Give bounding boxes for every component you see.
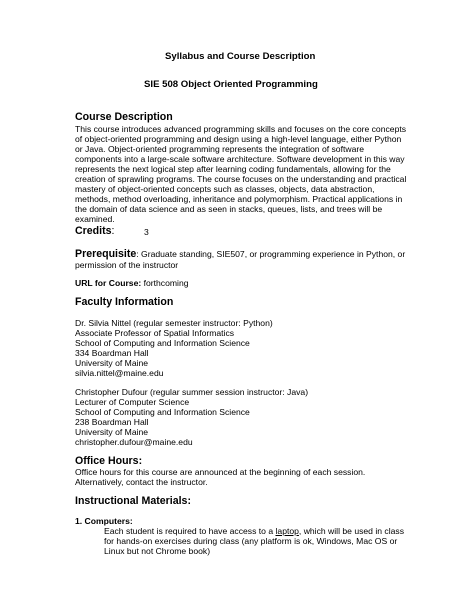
course-description-line: represents the next logical step after learning coding fundamentals, allowing for the bbox=[75, 164, 391, 174]
prerequisite-label: Prerequisite bbox=[75, 248, 137, 260]
course-description-line: creation of sprawling programs. The course focuses on the understanding and practical bbox=[75, 174, 407, 184]
course-description-line: mastery of object-oriented concepts such as classes, objects, data abstraction, bbox=[75, 184, 375, 194]
course-description-heading: Course Description bbox=[75, 111, 173, 123]
credits-value: 3 bbox=[144, 227, 149, 237]
course-description-line: of object-oriented programming and design using a high-level language, either Python bbox=[75, 134, 402, 144]
computers-item-line2: for hands-on exercises during class (any platform is ok, Windows, Mac OS or bbox=[104, 536, 398, 546]
instructor1-line: University of Maine bbox=[75, 358, 149, 368]
instructor1-line: Associate Professor of Spatial Informatics bbox=[75, 328, 235, 338]
faculty-heading: Faculty Information bbox=[75, 296, 174, 308]
course-description-line: or Java. Object-oriented programming represents the integration of software bbox=[75, 144, 364, 154]
course-description-line: examined. bbox=[75, 214, 115, 224]
course-description-line: the domain of data science and as seen in stacks, queues, lists, and trees will be bbox=[75, 204, 383, 214]
credits-colon: : bbox=[111, 225, 115, 237]
instructor1-line: Dr. Silvia Nittel (regular semester instructor: Python) bbox=[75, 318, 273, 328]
office-hours-line: Office hours for this course are announced at the beginning of each session. bbox=[75, 467, 366, 477]
course-url-label: URL for Course: bbox=[75, 278, 142, 288]
computers-text-pre: Each student is required to have access to a bbox=[104, 526, 276, 536]
computers-text-post: , which will be used in class bbox=[298, 526, 405, 536]
instructor2-line: University of Maine bbox=[75, 427, 149, 437]
prerequisite-text: : Graduate standing, SIE507, or programming experience in Python, or bbox=[136, 249, 406, 259]
office-hours-heading: Office Hours: bbox=[75, 455, 143, 467]
computers-item-line3: Linux but not Chrome book) bbox=[104, 546, 211, 556]
computers-item-line1 bbox=[104, 526, 404, 536]
instructor1-line: 334 Boardman Hall bbox=[75, 348, 149, 358]
instructor1-line: School of Computing and Information Science bbox=[75, 338, 250, 348]
instructor1-email[interactable]: silvia.nittel@maine.edu bbox=[75, 368, 164, 378]
course-title: SIE 508 Object Oriented Programming bbox=[144, 79, 318, 90]
laptop-link[interactable]: laptop bbox=[275, 526, 299, 536]
materials-heading: Instructional Materials: bbox=[75, 495, 191, 507]
syllabus-title: Syllabus and Course Description bbox=[165, 51, 316, 62]
credits-row bbox=[75, 226, 114, 236]
course-url-value: forthcoming bbox=[141, 278, 189, 288]
course-description-line: This course introduces advanced programming skills and focuses on the core concepts bbox=[75, 124, 407, 134]
course-description-line: components into a large-scale software architecture. Software development in this way bbox=[75, 154, 405, 164]
prerequisite-text-line2: permission of the instructor bbox=[75, 260, 179, 270]
prerequisite-row bbox=[75, 249, 405, 259]
instructor2-line: Christopher Dufour (regular summer session instructor: Java) bbox=[75, 387, 309, 397]
computers-item-label: 1. Computers: bbox=[75, 516, 133, 526]
office-hours-line: Alternatively, contact the instructor. bbox=[75, 477, 208, 487]
instructor2-line: Lecturer of Computer Science bbox=[75, 397, 190, 407]
course-url-row bbox=[75, 278, 189, 288]
instructor2-email[interactable]: christopher.dufour@maine.edu bbox=[75, 437, 193, 447]
instructor2-line: 238 Boardman Hall bbox=[75, 417, 149, 427]
credits-label: Credits bbox=[75, 225, 112, 237]
course-description-line: methods, method overloading, inheritance and polymorphism. Practical applications in bbox=[75, 194, 403, 204]
instructor2-line: School of Computing and Information Science bbox=[75, 407, 250, 417]
